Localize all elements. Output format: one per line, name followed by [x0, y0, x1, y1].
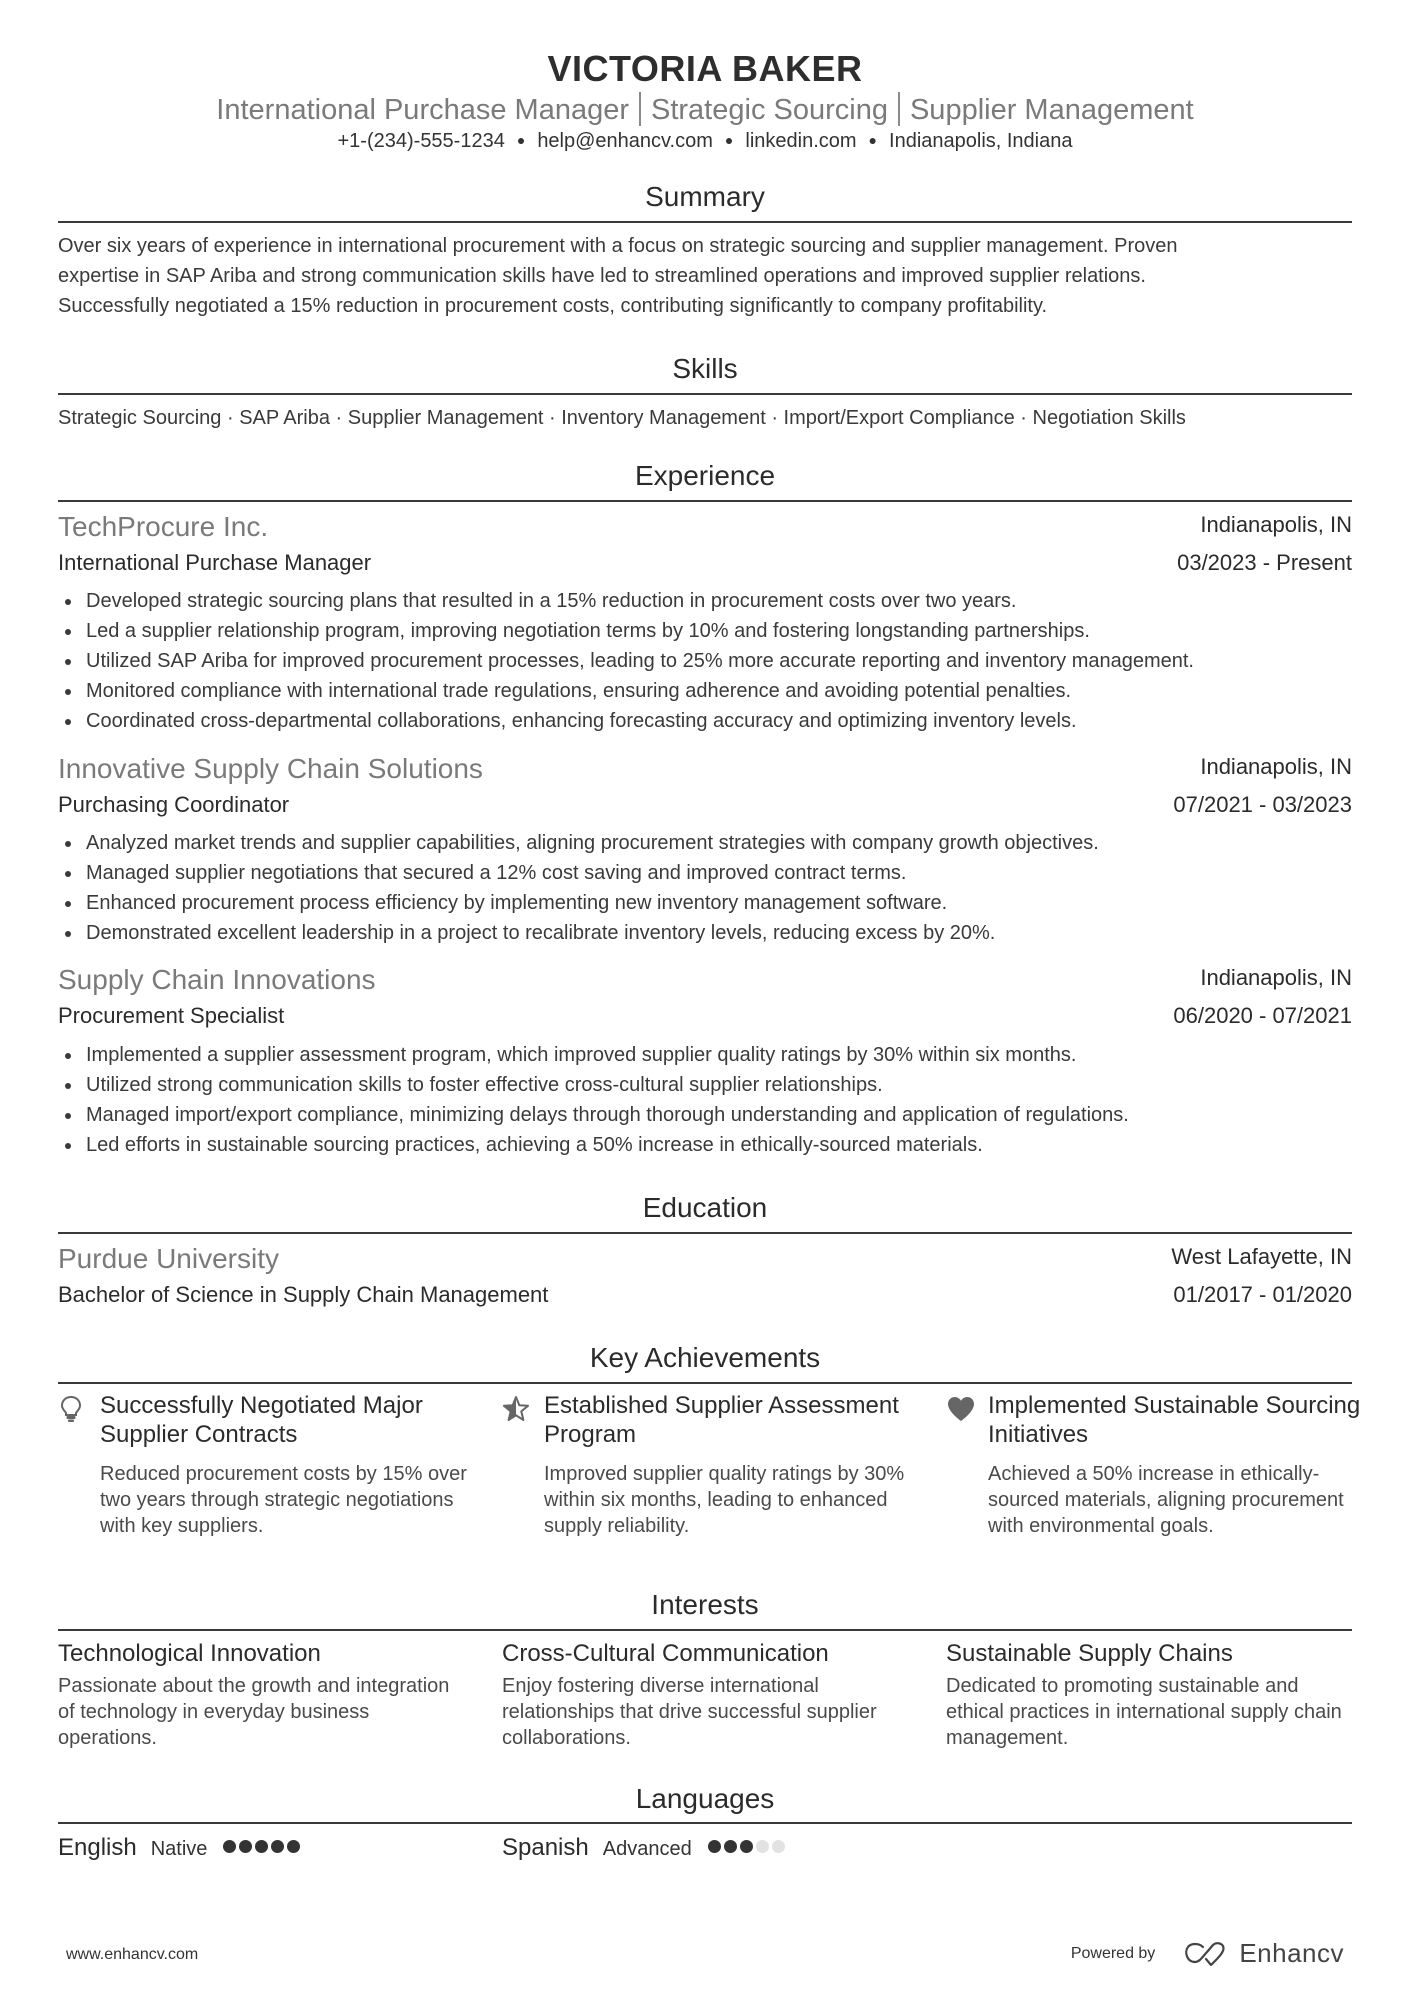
contact-line — [58, 130, 1352, 153]
bullet-item: Implemented a supplier assessment program, which improved supplier quality ratings by 30% within six months. — [86, 1040, 1352, 1070]
proficiency-dots — [708, 1832, 788, 1860]
language-level: Native — [150, 1838, 208, 1860]
brand-name: Enhancv — [1239, 1938, 1344, 1968]
email-link[interactable]: help@enhancv.com — [537, 130, 713, 152]
section-title-achievements: Key Achievements — [589, 1342, 821, 1373]
resume-page — [58, 0, 1361, 1995]
section-title-skills: Skills — [672, 353, 738, 384]
summary-line: Successfully negotiated a 15% reduction in procurement costs, contributing significantly to company profitability. — [58, 295, 1048, 317]
interest-title: Cross-Cultural Communication — [502, 1640, 829, 1667]
separator — [898, 92, 900, 126]
phone: +1-(234)-555-1234 — [337, 130, 505, 152]
company-name: Innovative Supply Chain Solutions — [58, 753, 483, 784]
school-name: Purdue University — [58, 1243, 279, 1274]
bullet-item: Demonstrated excellent leadership in a project to recalibrate inventory levels, reducing excess by 20%. — [86, 918, 1352, 948]
company-name: TechProcure Inc. — [58, 511, 269, 542]
interest-item — [946, 1639, 1356, 1751]
section-title-summary: Summary — [645, 181, 765, 212]
location: Indianapolis, Indiana — [889, 130, 1073, 152]
interest-desc: Enjoy fostering diverse international relationships that drive successful supplier collaborations. — [502, 1675, 877, 1749]
footer-branding[interactable] — [1071, 1938, 1344, 1969]
bullet-separator: ● — [516, 132, 526, 148]
job-role: Purchasing Coordinator — [58, 792, 290, 817]
summary-line: Over six years of experience in international procurement with a focus on strategic sourcing and supplier management. Proven — [58, 235, 1178, 257]
footer-website-link[interactable]: www.enhancv.com — [66, 1946, 199, 1963]
school-location: West Lafayette, IN — [1171, 1244, 1352, 1269]
dot-empty — [772, 1840, 785, 1853]
enhancv-logo-icon — [1183, 1941, 1229, 1967]
bullet-separator: ● — [724, 132, 734, 148]
skills-list: Strategic Sourcing · SAP Ariba · Supplier Management · Inventory Management · Import/Export Compliance · Negotiation Skills — [58, 407, 1186, 429]
dot-filled — [740, 1840, 753, 1853]
interest-desc: Passionate about the growth and integration of technology in everyday business operations. — [58, 1675, 450, 1749]
bullet-separator: ● — [868, 132, 878, 148]
job-dates: 03/2023 - Present — [1177, 550, 1352, 575]
separator — [639, 92, 641, 126]
bullet-item: Monitored compliance with international trade regulations, ensuring adherence and avoiding potential penalties. — [86, 676, 1352, 706]
powered-by-label: Powered by — [1070, 1944, 1156, 1962]
degree: Bachelor of Science in Supply Chain Management — [58, 1282, 549, 1307]
job-location: Indianapolis, IN — [1200, 512, 1352, 537]
bullet-item: Utilized SAP Ariba for improved procurement processes, leading to 25% more accurate reporting and inventory management. — [86, 646, 1352, 676]
dot-filled — [271, 1840, 284, 1853]
achievement-desc: Improved supplier quality ratings by 30% within six months, leading to enhanced supply reliability. — [544, 1463, 905, 1537]
linkedin-link[interactable]: linkedin.com — [745, 130, 857, 152]
achievement-title: Implemented Sustainable Sourcing Initiatives — [988, 1392, 1361, 1448]
interest-title: Sustainable Supply Chains — [946, 1640, 1233, 1667]
bullet-item: Coordinated cross-departmental collaborations, enhancing forecasting accuracy and optimizing inventory levels. — [86, 706, 1352, 736]
interest-item — [502, 1639, 912, 1751]
section-title-education: Education — [642, 1192, 768, 1223]
achievement-item — [502, 1391, 912, 1561]
headline-part: International Purchase Manager — [216, 94, 629, 126]
dot-filled — [724, 1840, 737, 1853]
bullet-item: Led a supplier relationship program, improving negotiation terms by 10% and fostering longstanding partnerships. — [86, 616, 1352, 646]
bullet-item: Enhanced procurement process efficiency by implementing new inventory management software. — [86, 888, 1352, 918]
section-divider — [58, 1232, 1352, 1234]
bullet-item: Managed import/export compliance, minimizing delays through thorough understanding and application of regulations. — [86, 1100, 1352, 1130]
dot-empty — [756, 1840, 769, 1853]
dot-filled — [239, 1840, 252, 1853]
headline-part: Supplier Management — [909, 94, 1194, 126]
achievement-title: Successfully Negotiated Major Supplier Contracts — [100, 1392, 423, 1448]
achievement-item — [946, 1391, 1361, 1561]
job-role: International Purchase Manager — [58, 550, 372, 575]
job-role: Procurement Specialist — [58, 1003, 285, 1028]
section-divider — [58, 500, 1352, 502]
section-divider — [58, 1629, 1352, 1631]
interest-item — [58, 1639, 468, 1751]
dot-filled — [708, 1840, 721, 1853]
section-divider — [58, 1822, 1352, 1824]
section-title-languages: Languages — [635, 1783, 775, 1814]
dot-filled — [287, 1840, 300, 1853]
half-star-icon — [502, 1395, 528, 1423]
candidate-name: VICTORIA BAKER — [547, 48, 863, 89]
language-name: English — [58, 1834, 137, 1861]
bullet-item: Developed strategic sourcing plans that resulted in a 15% reduction in procurement costs over two years. — [86, 586, 1352, 616]
section-title-experience: Experience — [634, 460, 776, 491]
job-location: Indianapolis, IN — [1200, 965, 1352, 990]
achievement-desc: Reduced procurement costs by 15% over two years through strategic negotiations with key suppliers. — [100, 1463, 467, 1537]
interest-title: Technological Innovation — [58, 1640, 321, 1667]
language-item — [58, 1832, 303, 1862]
company-name: Supply Chain Innovations — [58, 964, 376, 995]
summary-line: expertise in SAP Ariba and strong communication skills have led to streamlined operations and improved supplier relations. — [58, 265, 1146, 287]
achievement-title: Established Supplier Assessment Program — [544, 1392, 899, 1448]
section-divider — [58, 1382, 1352, 1384]
section-divider — [58, 221, 1352, 223]
job-location: Indianapolis, IN — [1200, 754, 1352, 779]
job-dates: 07/2021 - 03/2023 — [1173, 792, 1352, 817]
interest-desc: Dedicated to promoting sustainable and ethical practices in international supply chain management. — [946, 1675, 1342, 1749]
bullet-item: Managed supplier negotiations that secured a 12% cost saving and improved contract terms. — [86, 858, 1352, 888]
job-bullets — [58, 586, 1352, 736]
achievement-desc: Achieved a 50% increase in ethically-sourced materials, aligning procurement with environmental goals. — [988, 1463, 1344, 1537]
education-dates: 01/2017 - 01/2020 — [1173, 1282, 1352, 1307]
job-bullets — [58, 1040, 1352, 1160]
summary-text — [58, 231, 1352, 321]
section-divider — [58, 393, 1352, 395]
proficiency-dots — [223, 1832, 303, 1860]
job-dates: 06/2020 - 07/2021 — [1173, 1003, 1352, 1028]
lightbulb-icon — [58, 1395, 84, 1423]
bullet-item: Led efforts in sustainable sourcing practices, achieving a 50% increase in ethically-sourced materials. — [86, 1130, 1352, 1160]
section-title-interests: Interests — [651, 1589, 759, 1620]
heart-icon — [946, 1395, 972, 1423]
job-bullets — [58, 828, 1352, 948]
headline — [58, 92, 1352, 127]
language-level: Advanced — [602, 1838, 692, 1860]
dot-filled — [223, 1840, 236, 1853]
language-name: Spanish — [502, 1834, 589, 1861]
dot-filled — [255, 1840, 268, 1853]
headline-part: Strategic Sourcing — [651, 94, 888, 126]
language-item — [502, 1832, 788, 1862]
bullet-item: Utilized strong communication skills to foster effective cross-cultural supplier relationships. — [86, 1070, 1352, 1100]
achievement-item — [58, 1391, 468, 1561]
bullet-item: Analyzed market trends and supplier capabilities, aligning procurement strategies with company growth objectives. — [86, 828, 1352, 858]
